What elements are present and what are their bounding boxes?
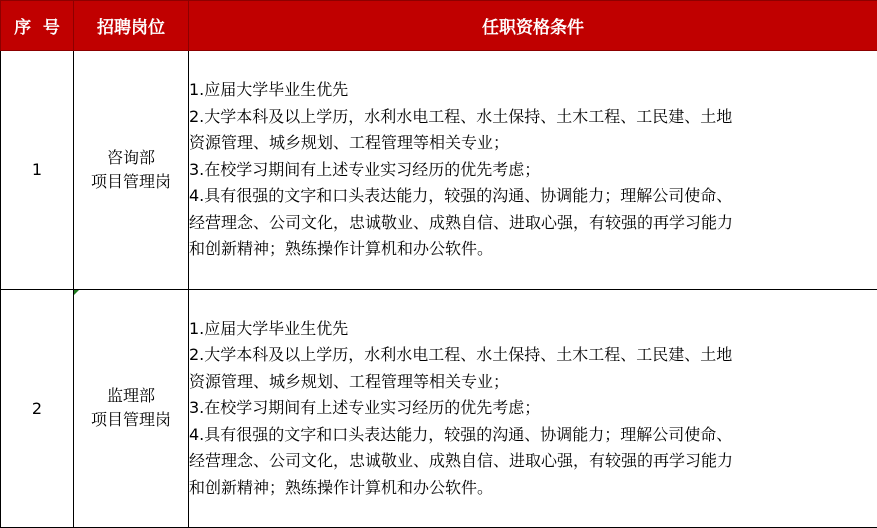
requirement-line: 和创新精神；熟练操作计算机和办公软件。 <box>189 477 494 497</box>
table-row <box>1 51 877 290</box>
requirement-line: 2.大学本科及以上学历，水利水电工程、水土保持、土木工程、工民建、土地 <box>189 106 733 126</box>
requirement-line: 1.应届大学毕业生优先 <box>189 318 349 338</box>
requirement-line: 1.应届大学毕业生优先 <box>189 80 349 99</box>
header-position: 招聘岗位 <box>74 1 189 51</box>
requirement-line: 资源管理、城乡规划、工程管理等相关专业； <box>189 371 510 391</box>
cell-comment-marker <box>74 290 79 295</box>
requirement-line: 资源管理、城乡规划、工程管理等相关专业； <box>189 133 510 152</box>
header-seq: 序 号 <box>1 1 74 51</box>
requirement-line: 经营理念、公司文化，忠诚敬业、成熟自信、进取心强，有较强的再学习能力 <box>189 451 734 470</box>
requirement-line: 经营理念、公司文化，忠诚敬业、成熟自信、进取心强，有较强的再学习能力 <box>189 212 734 232</box>
position-department: 咨询部 <box>106 147 155 167</box>
row-seq: 1 <box>1 51 74 290</box>
position-title: 项目管理岗 <box>90 410 171 430</box>
requirement-line: 2.大学本科及以上学历，水利水电工程、水土保持、土木工程、工民建、土地 <box>189 345 733 364</box>
row-position <box>74 51 189 290</box>
row-requirements <box>189 289 877 528</box>
requirement-line: 和创新精神；熟练操作计算机和办公软件。 <box>189 239 494 258</box>
table-header-row <box>1 1 877 51</box>
requirement-line: 4.具有很强的文字和口头表达能力，较强的沟通、协调能力；理解公司使命、 <box>189 186 733 205</box>
requirement-line: 4.具有很强的文字和口头表达能力，较强的沟通、协调能力；理解公司使命、 <box>189 424 733 444</box>
header-requirements: 任职资格条件 <box>189 1 877 51</box>
position-department: 监理部 <box>106 386 155 406</box>
table-row <box>1 289 877 528</box>
requirement-line: 3.在校学习期间有上述专业实习经历的优先考虑； <box>189 398 541 417</box>
row-requirements <box>189 51 877 290</box>
requirement-line: 3.在校学习期间有上述专业实习经历的优先考虑； <box>189 159 541 179</box>
row-position <box>74 289 189 528</box>
position-title: 项目管理岗 <box>90 171 171 191</box>
row-seq: 2 <box>1 289 74 528</box>
